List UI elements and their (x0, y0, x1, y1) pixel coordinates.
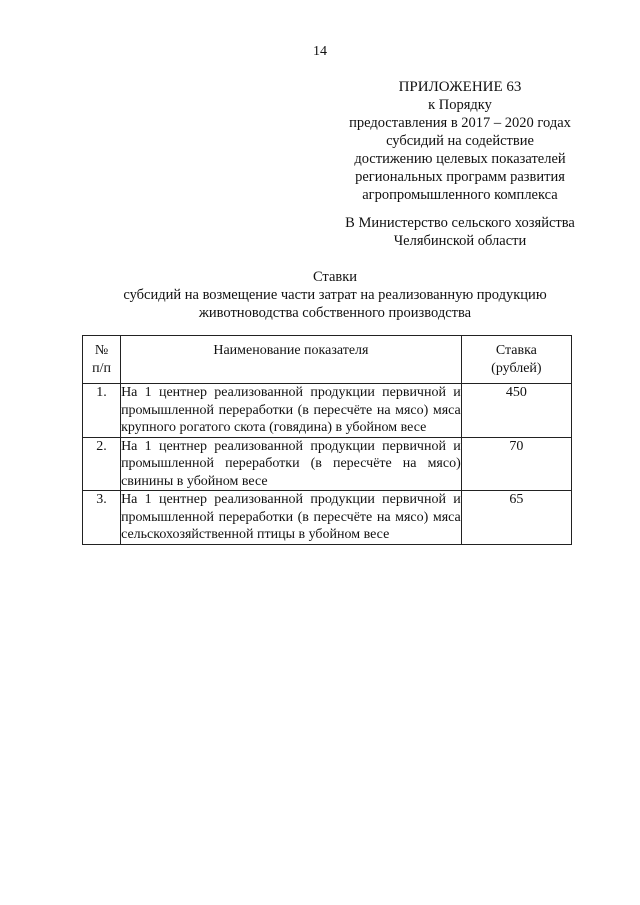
appendix-line: предоставления в 2017 – 2020 годах (349, 115, 571, 131)
row-number: 1. (83, 384, 121, 438)
row-name (121, 437, 462, 491)
appendix-title: ПРИЛОЖЕНИЕ 63 (398, 79, 522, 95)
row-number: 2. (83, 437, 121, 491)
appendix-line: достижению целевых показателей (354, 151, 566, 167)
row-name-text: На 1 центнер реализованной продукции первичной и промышленной переработки (в пересчёте на мясо) свинины в убойном весе (121, 438, 461, 489)
appendix-line: к Порядку (428, 97, 492, 113)
appendix-block (330, 78, 590, 204)
recipient-line: Челябинской области (393, 233, 527, 249)
header-rate: Ставка (рублей) (461, 336, 571, 384)
table-row (83, 437, 572, 491)
row-rate: 70 (461, 437, 571, 491)
table-header-row (83, 336, 572, 384)
heading-subtitle-line: животноводства собственного производства (198, 305, 472, 321)
recipient-block (320, 214, 600, 250)
document-heading (60, 268, 610, 322)
page-number: 14 (313, 44, 327, 59)
row-rate: 65 (461, 491, 571, 545)
header-name: Наименование показателя (121, 336, 462, 384)
heading-title: Ставки (312, 269, 358, 285)
appendix-line: субсидий на содействие (386, 133, 534, 149)
header-number: № п/п (83, 336, 121, 384)
row-name-text: На 1 центнер реализованной продукции первичной и промышленной переработки (в пересчёте на мясо) мяса сельскохозяйственной птицы в убойном весе (121, 492, 461, 542)
row-name-text: На 1 центнер реализованной продукции первичной и промышленной переработки (в пересчёте на мясо) мяса крупного рогатого скота (говядина) в убойном весе (121, 385, 461, 435)
row-name (121, 384, 462, 438)
row-rate: 450 (461, 384, 571, 438)
appendix-line: региональных программ развития (355, 169, 565, 185)
recipient-line: В Министерство сельского хозяйства (345, 215, 575, 231)
row-number: 3. (83, 491, 121, 545)
heading-subtitle-line: субсидий на возмещение части затрат на реализованную продукцию (123, 287, 547, 303)
rates-table (82, 335, 572, 545)
table-row (83, 384, 572, 438)
table-row (83, 491, 572, 545)
appendix-line: агропромышленного комплекса (362, 187, 558, 203)
row-name (121, 491, 462, 545)
